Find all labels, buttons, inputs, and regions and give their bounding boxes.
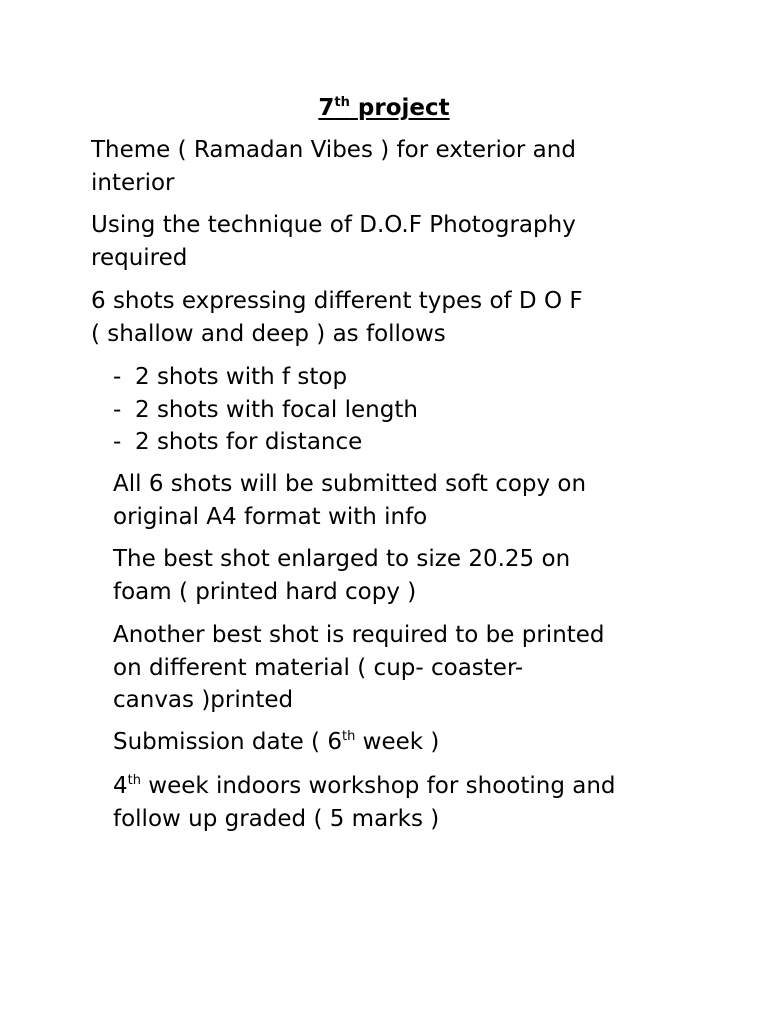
list-item: [113, 361, 418, 394]
list-item: [113, 426, 418, 459]
shots-line-1: 6 shots expressing different types of D O F: [91, 288, 583, 314]
list-item-text: 2 shots with focal length: [135, 396, 418, 423]
shots-list: [113, 361, 418, 459]
material-paragraph: [113, 619, 605, 717]
workshop-text: week indoors workshop for shooting and: [140, 773, 616, 799]
shots-line-2: ( shallow and deep ) as follows: [91, 320, 446, 347]
shots-paragraph: [91, 285, 583, 350]
softcopy-line-1: All 6 shots will be submitted soft copy on: [113, 471, 587, 497]
list-marker: -: [113, 429, 122, 455]
material-line-1: Another best shot is required to be printed: [113, 622, 605, 648]
theme-line-1: Theme ( Ramadan Vibes ) for exterior and: [91, 137, 576, 163]
material-line-3: canvas )printed: [113, 687, 294, 713]
softcopy-line-2: original A4 format with info: [113, 503, 428, 530]
list-marker: -: [113, 364, 122, 390]
technique-paragraph: [91, 209, 576, 274]
workshop-line-2: follow up graded ( 5 marks ): [113, 805, 440, 832]
list-item: [113, 394, 418, 427]
submission-line: [113, 726, 439, 759]
submission-text-before: Submission date ( 6: [113, 729, 342, 755]
list-item-text: 2 shots for distance: [135, 429, 363, 455]
theme-paragraph: [91, 134, 576, 199]
workshop-number: 4: [113, 773, 128, 799]
enlarged-line-2: foam ( printed hard copy ): [113, 578, 417, 605]
submission-paragraph: [113, 726, 439, 759]
title-number: 7: [318, 95, 335, 121]
softcopy-paragraph: [113, 468, 586, 533]
title-superscript: th: [334, 95, 350, 110]
list-item-text: 2 shots with f stop: [135, 364, 348, 390]
submission-text-after: week ): [355, 729, 440, 755]
workshop-paragraph: [113, 770, 616, 835]
page-title: [0, 93, 768, 123]
theme-line-2: interior: [91, 169, 175, 196]
title-word: project: [357, 95, 450, 121]
enlarged-paragraph: [113, 543, 570, 608]
enlarged-line-1: The best shot enlarged to size 20.25 on: [113, 546, 571, 572]
workshop-line-1: [113, 770, 616, 803]
technique-line-2: required: [91, 244, 188, 271]
material-line-2: on different material ( cup- coaster-: [113, 654, 524, 681]
list-marker: -: [113, 396, 122, 423]
technique-line-1: Using the technique of D.O.F Photography: [91, 212, 576, 238]
submission-superscript: th: [341, 729, 356, 744]
title-text: [318, 95, 449, 121]
workshop-superscript: th: [127, 773, 141, 788]
